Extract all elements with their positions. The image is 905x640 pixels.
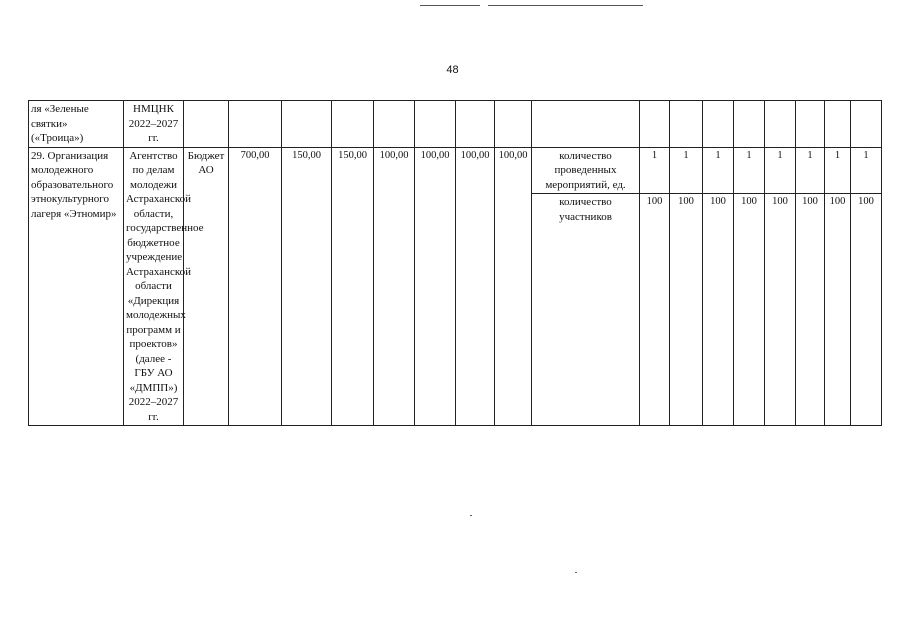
empty-cell	[796, 101, 825, 148]
indicator-value-cell: 100	[851, 194, 882, 426]
amount-2027-cell: 100,00	[495, 147, 532, 426]
scan-artifact-line	[488, 5, 643, 6]
table-row-continued	[29, 101, 882, 148]
executor-cell: Агентство по делам молодежи Астраханской области, государственное бюджетное учреждение Астраханской области «Дирекция молодежных программ и проектов» (далее - ГБУ АО «ДМПП») 2022–2027 гг.	[124, 147, 184, 426]
amount-2026-cell: 100,00	[456, 147, 495, 426]
indicator-value-cell: 100	[640, 194, 670, 426]
empty-cell	[495, 101, 532, 148]
empty-cell	[640, 101, 670, 148]
empty-cell	[703, 101, 734, 148]
executor-cell: НМЦНК 2022–2027 гг.	[124, 101, 184, 148]
indicator-name-cell: количество проведенных мероприятий, ед.	[532, 147, 640, 194]
program-table	[28, 100, 882, 426]
empty-cell	[332, 101, 374, 148]
scan-artifact-line	[420, 5, 480, 6]
empty-cell	[415, 101, 456, 148]
indicator-value-cell: 1	[670, 147, 703, 194]
amount-2025-cell: 100,00	[415, 147, 456, 426]
indicator-value-cell: 1	[703, 147, 734, 194]
page-number: 48	[446, 64, 459, 76]
empty-cell	[282, 101, 332, 148]
indicator-value-cell: 1	[765, 147, 796, 194]
table-row-event-29	[29, 147, 882, 194]
funding-source-cell: Бюджет АО	[184, 147, 229, 426]
empty-cell	[229, 101, 282, 148]
indicator-value-cell: 1	[640, 147, 670, 194]
empty-cell	[532, 101, 640, 148]
empty-cell	[456, 101, 495, 148]
indicator-value-cell: 100	[765, 194, 796, 426]
empty-cell	[670, 101, 703, 148]
amount-total-cell: 700,00	[229, 147, 282, 426]
indicator-value-cell: 100	[825, 194, 851, 426]
empty-cell	[851, 101, 882, 148]
empty-cell	[374, 101, 415, 148]
amount-2024-cell: 100,00	[374, 147, 415, 426]
event-cell: ля «Зеленые святки» («Троица»)	[29, 101, 124, 148]
indicator-value-cell: 1	[734, 147, 765, 194]
indicator-value-cell: 100	[734, 194, 765, 426]
empty-cell	[825, 101, 851, 148]
empty-cell	[734, 101, 765, 148]
amount-2023-cell: 150,00	[332, 147, 374, 426]
indicator-value-cell: 1	[825, 147, 851, 194]
scan-speck	[575, 572, 577, 573]
indicator-value-cell: 100	[670, 194, 703, 426]
indicator-value-cell: 100	[796, 194, 825, 426]
empty-cell	[765, 101, 796, 148]
amount-2022-cell: 150,00	[282, 147, 332, 426]
indicator-value-cell: 1	[796, 147, 825, 194]
indicator-value-cell: 100	[703, 194, 734, 426]
indicator-value-cell: 1	[851, 147, 882, 194]
indicator-name-cell: количество участников	[532, 194, 640, 426]
event-cell: 29. Организация молодежного образовательного этнокультурного лагеря «Этномир»	[29, 147, 124, 426]
scan-speck	[470, 515, 472, 516]
empty-cell	[184, 101, 229, 148]
